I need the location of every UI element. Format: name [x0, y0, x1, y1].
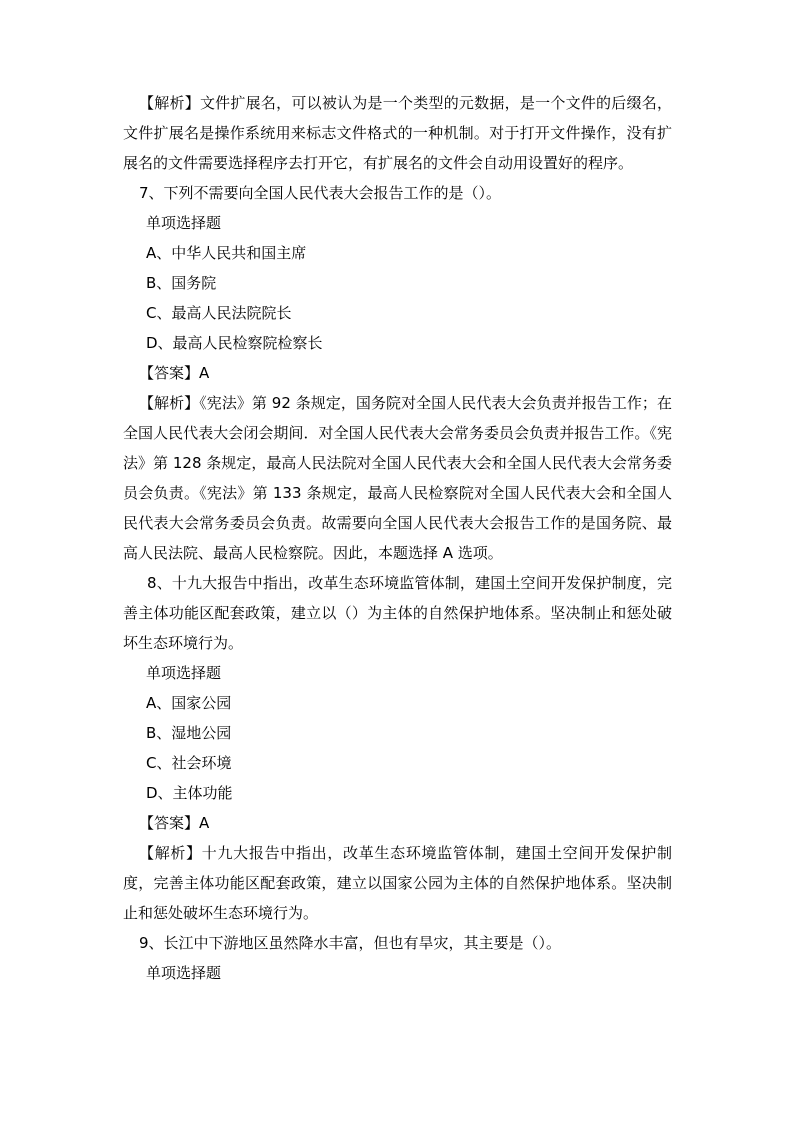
option-7-c[interactable]: C、最高人民法院院长: [146, 304, 292, 322]
question-type-9: 单项选择题: [146, 964, 222, 982]
answer-label-7: 【答案】A: [139, 364, 210, 382]
explanation-paragraph-8: 【解析】十九大报告中指出，改革生态环境监管体制，建国土空间开发保护制度，完善主体功能区配套政策，建立以国家公园为主体的自然保护地体系。坚决制止和惩处破坏生态环境行为。: [123, 844, 672, 922]
answer-label-8: 【答案】A: [139, 814, 210, 832]
option-8-c[interactable]: C、社会环境: [146, 754, 232, 772]
explanation-paragraph: 【解析】文件扩展名，可以被认为是一个类型的元数据，是一个文件的后缀名，文件扩展名是操作系统用来标志文件格式的一种机制。对于打开文件操作，没有扩展名的文件需要选择程序去打开它，有扩展名的文件会自动用设置好的程序。: [123, 94, 672, 172]
question-stem-8: 8、十九大报告中指出，改革生态环境监管体制，建国土空间开发保护制度，完善主体功能区配套政策，建立以（）为主体的自然保护地体系。坚决制止和惩处破坏生态环境行为。: [123, 574, 672, 652]
question-type-8: 单项选择题: [146, 664, 222, 682]
option-8-b[interactable]: B、湿地公园: [146, 724, 232, 742]
option-7-d[interactable]: D、最高人民检察院检察长: [146, 334, 323, 352]
question-stem-9: 9、长江中下游地区虽然降水丰富，但也有旱灾，其主要是（）。: [139, 934, 562, 952]
question-type-7: 单项选择题: [146, 214, 222, 232]
option-7-a[interactable]: A、中华人民共和国主席: [146, 244, 307, 262]
explanation-paragraph-7: 【解析】《宪法》第 92 条规定，国务院对全国人民代表大会负责并报告工作；在全国人民代表大会闭会期间．对全国人民代表大会常务委员会负责并报告工作。《宪法》第 128 条规定，最高人民法院对全国人民代表大会和全国人民代表大会常务委员会负责。《宪法》第 133 条规定，最高人民检察院对全国人民代表大会和全国人民代表大会常务委员会负责。故需要向全国人民代表大会报告工作的是国务院、最高人民法院、最高人民检察院。因此，本题选择 A 选项。: [123, 394, 672, 562]
option-8-a[interactable]: A、国家公园: [146, 694, 232, 712]
option-8-d[interactable]: D、主体功能: [146, 784, 233, 802]
option-7-b[interactable]: B、国务院: [146, 274, 217, 292]
question-stem-7: 7、下列不需要向全国人民代表大会报告工作的是（）。: [139, 184, 502, 202]
page-content: [123, 88, 672, 988]
